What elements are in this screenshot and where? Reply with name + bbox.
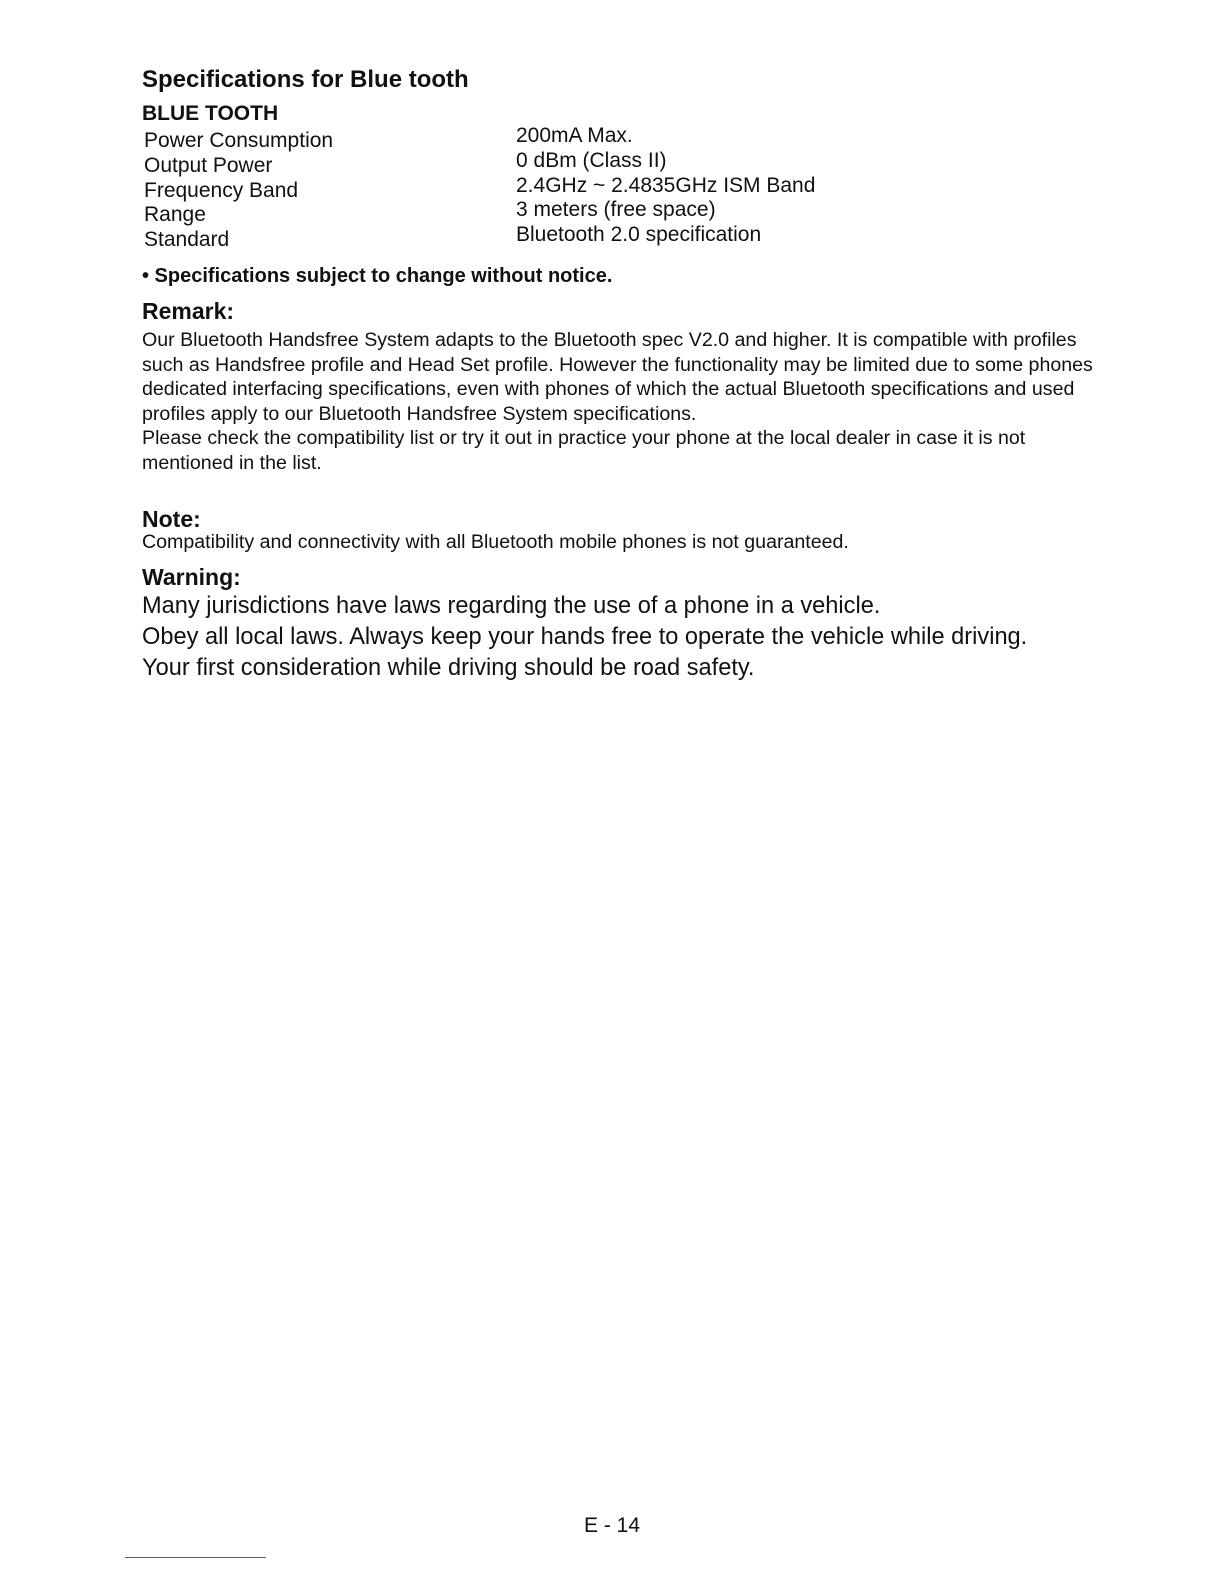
footer-rule (125, 1557, 266, 1558)
warning-line: Many jurisdictions have laws regarding the use of a phone in a vehicle. (142, 593, 881, 619)
note-text: Compatibility and connectivity with all Bluetooth mobile phones is not guaranteed. (142, 531, 849, 553)
spec-change-notice: • Specifications subject to change without notice. (142, 265, 613, 287)
remark-paragraph: Our Bluetooth Handsfree System adapts to the Bluetooth spec V2.0 and higher. It is compatible with profiles such as Handsfree profile and Head Set profile. However the functionality may be limited due to some phones dedicated interfacing specifications, even with phones of which the actual Bluetooth specifications and used profiles apply to our Bluetooth Handsfree System specifications. (142, 329, 1093, 425)
spec-label-frequency-band: Frequency Band (144, 178, 299, 202)
remark-heading: Remark: (142, 298, 235, 324)
note-heading: Note: (142, 506, 201, 532)
warning-line: Your first consideration while driving should be road safety. (142, 655, 755, 681)
page-number: E - 14 (583, 1514, 641, 1537)
warning-line: Obey all local laws. Always keep your hands free to operate the vehicle while driving. (142, 624, 1028, 650)
remark-paragraph: Please check the compatibility list or try it out in practice your phone at the local dealer in case it is not mentioned in the list. (142, 427, 1026, 474)
remark-body (142, 328, 1102, 476)
spec-value-standard: Bluetooth 2.0 specification (516, 223, 762, 247)
spec-label-standard: Standard (144, 228, 230, 252)
warning-body (142, 591, 1027, 684)
spec-values (516, 124, 815, 248)
spec-value-range: 3 meters (free space) (516, 198, 716, 222)
spec-value-output-power: 0 dBm (Class II) (516, 148, 667, 172)
spec-label-range: Range (144, 203, 206, 227)
spec-label-power-consumption: Power Consumption (144, 129, 334, 152)
spec-labels (144, 129, 333, 253)
warning-heading: Warning: (142, 564, 241, 590)
spec-value-frequency-band: 2.4GHz ~ 2.4835GHz ISM Band (516, 173, 816, 197)
spec-value-power-consumption: 200mA Max. (516, 124, 633, 147)
page-title: Specifications for Blue tooth (142, 66, 469, 93)
spec-label-output-power: Output Power (144, 153, 273, 177)
section-title: BLUE TOOTH (142, 102, 279, 125)
